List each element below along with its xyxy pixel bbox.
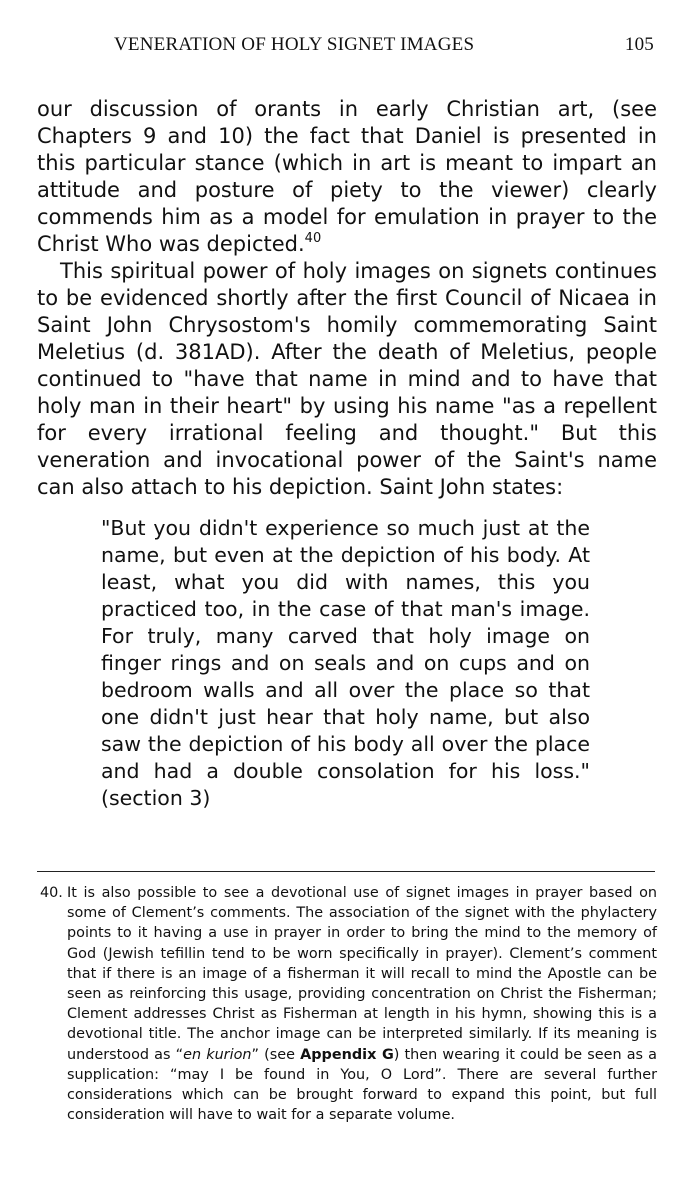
block-quotation (101, 515, 590, 812)
paragraph-1-text: our discussion of orants in early Christian art, (see Chapters 9 and 10) the fact that Daniel is presented in this particular stance (which in art is meant to impart an attitude and posture of piety to the viewer) clearly commends him as a model for emulation in prayer to the Christ Who was depicted. (37, 97, 657, 256)
footnote-reference[interactable]: 40 (304, 231, 322, 246)
paragraph-2: This spiritual power of holy images on signets continues to be evidenced shortly after the first Council of Nicaea in Saint John Chrysostom's homily commemorating Saint Meletius (d. 381AD). After the death of Meletius, people continued to "have that name in mind and to have that holy man in their heart" by using his name "as a repellent for every irrational feeling and thought." But this veneration and invocational power of the Saint's name can also attach to his depiction. Saint John states: (37, 259, 657, 499)
running-head (0, 34, 694, 58)
paragraph-1 (37, 96, 657, 258)
footnote-italic-phrase: en kurion (183, 1046, 252, 1063)
quotation-text: "But you didn't experience so much just at the name, but even at the depiction of his body. At least, what you did with names, this you practiced too, in the case of that man's image. For truly, many carved that holy image on finger rings and on seals and on cups and on bedroom walls and all over the place so that one didn't just hear that holy name, but also saw the depiction of his body all over the place and had a double consolation for his loss." (section 3) (101, 516, 590, 810)
body-text (37, 96, 657, 501)
appendix-reference: Appendix G (300, 1046, 394, 1063)
footnote-text-part-2: ” (see (251, 1046, 301, 1063)
page-number: 105 (624, 34, 654, 55)
running-title: VENERATION OF HOLY SIGNET IMAGES (114, 34, 475, 55)
footnote-text-part-3: ) then wearing it could be seen as a supplication: “may I be found in You, O Lord”. There are several further considerations which can be brought forward to expand this point, but full consideration will have to wait for a separate volume. (67, 1046, 657, 1124)
footnote-number: 40. (40, 885, 63, 901)
footnote-40 (37, 883, 657, 1125)
footnote-divider (37, 871, 655, 872)
footnote-text (67, 883, 657, 1125)
footnote-text-part-1: It is also possible to see a devotional use of signet images in prayer based on some of Clement’s comments. The association of the signet with the phylactery points to it having a use in prayer in order to bring the mind to the memory of God (Jewish tefillin tend to be worn specifically in prayer). Clement’s comment that if there is an image of a fisherman it will recall to mind the Apostle can be seen as reinforcing this usage, providing concentration on Christ the Fisherman; Clement addresses Christ as Fisherman at length in his hymn, showing this is a devotional title. The anchor image can be interpreted similarly. If its meaning is understood as “ (67, 885, 657, 1063)
